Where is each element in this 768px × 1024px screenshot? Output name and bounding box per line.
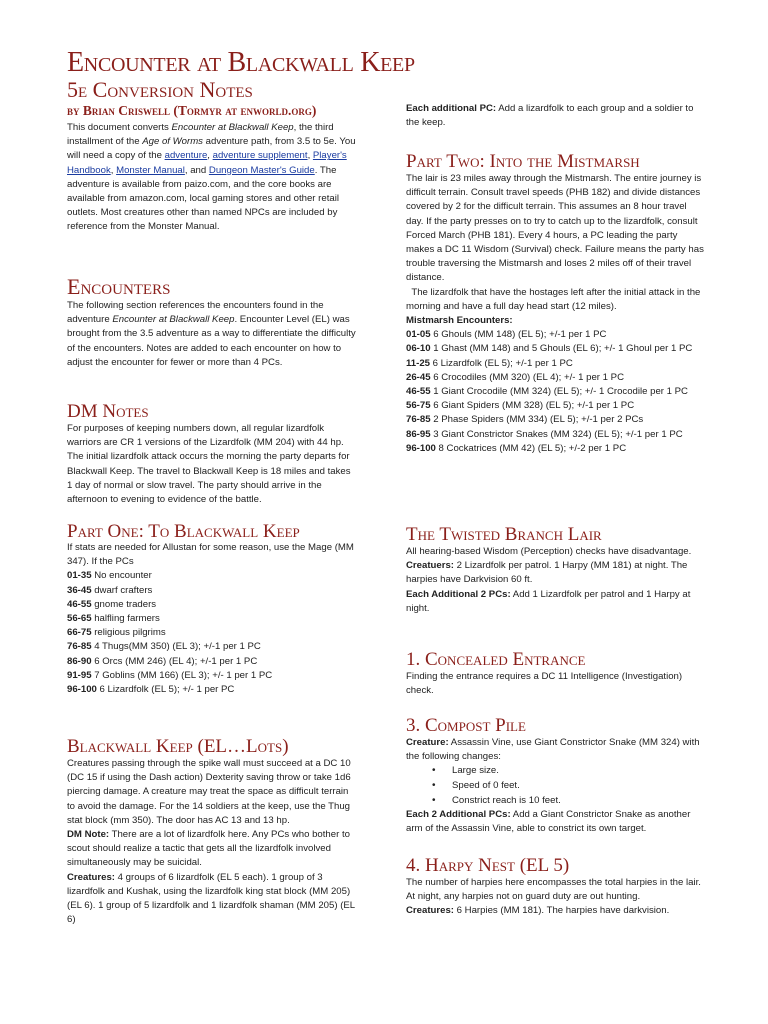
encounter-description: 4 Thugs(MM 350) (EL 3); +/-1 per 1 PC bbox=[91, 641, 261, 653]
players-handbook-link[interactable]: Player's Handbook bbox=[67, 150, 347, 176]
concealed-entrance-section bbox=[406, 650, 706, 698]
encounter-roll-range: 96-100 bbox=[67, 684, 97, 696]
encounter-roll-range: 91-95 bbox=[67, 669, 92, 681]
encounter-row bbox=[67, 669, 357, 683]
encounters-heading: Encounters bbox=[67, 274, 171, 299]
encounter-row bbox=[67, 640, 357, 654]
encounters-text: . Encounter Level (EL) was brought from the 3.5 adventure as a way to differentiate the difficulty of the encounters. Notes are added to each encounter on how to adjust the encounter for fewer or more than 4 PCs. bbox=[67, 314, 356, 368]
document-title: Encounter at Blackwall Keep bbox=[67, 47, 415, 78]
dungeon-masters-guide-link[interactable]: Dungeon Master's Guide bbox=[208, 164, 315, 176]
additional-label: Each Additional 2 PCs: bbox=[406, 588, 511, 600]
dm-notes-heading: DM Notes bbox=[67, 401, 149, 422]
encounter-row bbox=[406, 328, 706, 342]
additional-label: Each 2 Additional PCs: bbox=[406, 809, 511, 821]
creatures-text: 6 Harpies (MM 181). The harpies have darkvision. bbox=[454, 905, 670, 917]
encounter-row bbox=[67, 683, 357, 697]
encounter-description: 1 Giant Crocodile (MM 324) (EL 5); +/- 1 Crocodile per 1 PC bbox=[430, 386, 688, 398]
encounter-description: 1 Ghast (MM 148) and 5 Ghouls (EL 6); +/- 1 Ghoul per 1 PC bbox=[430, 343, 693, 355]
blackwall-creatures bbox=[67, 871, 357, 928]
intro-text: , the third installment of the bbox=[67, 122, 334, 148]
encounter-roll-range: 01-05 bbox=[406, 329, 431, 341]
encounter-row bbox=[67, 584, 357, 598]
dm-note-label: DM Note: bbox=[67, 829, 110, 841]
concealed-entrance-heading: 1. Concealed Entrance bbox=[406, 649, 586, 670]
part-one-encounter-table bbox=[67, 569, 357, 697]
compost-change-item: • Large size. bbox=[452, 764, 706, 779]
compost-change-item: • Constrict reach is 10 feet. bbox=[452, 794, 706, 809]
harpy-nest-heading: 4. Harpy Nest (EL 5) bbox=[406, 855, 570, 876]
encounter-row bbox=[67, 598, 357, 612]
encounter-roll-range: 56-75 bbox=[406, 400, 431, 412]
encounter-roll-range: 11-25 bbox=[406, 357, 431, 369]
blackwall-keep-heading: Blackwall Keep (EL…Lots) bbox=[67, 736, 289, 757]
encounter-description: 6 Orcs (MM 246) (EL 4); +/-1 per 1 PC bbox=[91, 655, 258, 667]
blackwall-dm-note bbox=[67, 828, 357, 871]
encounter-row bbox=[406, 357, 706, 371]
twisted-branch-additional bbox=[406, 588, 706, 616]
blackwall-keep-section bbox=[67, 737, 357, 927]
encounter-row bbox=[406, 342, 706, 356]
part-two-heading: Part Two: Into the Mistmarsh bbox=[406, 151, 640, 172]
twisted-branch-paragraph: All hearing-based Wisdom (Perception) checks have disadvantage. bbox=[406, 546, 692, 557]
concealed-entrance-paragraph: Finding the entrance requires a DC 11 Intelligence (Investigation) check. bbox=[406, 671, 683, 697]
encounter-description: 2 Phase Spiders (MM 334) (EL 5); +/-1 per 2 PCs bbox=[430, 414, 644, 426]
harpy-nest-section bbox=[406, 856, 706, 919]
creature-text: Assassin Vine, use Giant Constrictor Snake (MM 324) with the following changes: bbox=[406, 737, 700, 763]
blackwall-additional bbox=[406, 102, 706, 130]
additional-text: Add 1 Lizardfolk per patrol and 1 Harpy at night. bbox=[406, 588, 691, 614]
encounters-paragraph bbox=[67, 299, 357, 370]
creatures-label: Creatures: bbox=[67, 871, 115, 883]
intro-text: adventure path, from 3.5 to 5e. You will need a copy of the bbox=[67, 136, 356, 162]
creatures-text: 4 groups of 6 lizardfolk (EL 5 each). 1 group of 3 lizardfolk and Kushak, using the lizardfolk king stat block (MM 205) (EL 6). 1 group of 5 lizardfolk and 1 lizardfolk shaman (MM 205) (EL 6) bbox=[67, 871, 355, 926]
encounter-roll-range: 86-90 bbox=[67, 655, 92, 667]
encounter-row bbox=[406, 399, 706, 413]
encounter-description: 6 Ghouls (MM 148) (EL 5); +/-1 per 1 PC bbox=[430, 329, 607, 341]
encounter-description: 6 Giant Spiders (MM 328) (EL 5); +/-1 per 1 PC bbox=[430, 400, 635, 412]
part-two-paragraph-2: The lizardfolk that have the hostages left after the initial attack in the morning and have a full day head start (12 miles). bbox=[406, 286, 704, 312]
encounter-roll-range: 01-35 bbox=[67, 570, 92, 582]
adventure-supplement-link[interactable]: adventure supplement bbox=[212, 150, 308, 162]
twisted-branch-heading: The Twisted Branch Lair bbox=[406, 524, 602, 545]
part-two-section bbox=[406, 152, 706, 456]
dm-note-text: There are a lot of lizardfolk here. Any PCs who bother to scout should realize a tactic that gets all the lizardfolk involved simultaneously may be suicidal. bbox=[67, 829, 350, 869]
intro-paragraph bbox=[67, 121, 357, 235]
encounter-roll-range: 56-65 bbox=[67, 613, 92, 625]
encounter-description: 3 Giant Constrictor Snakes (MM 324) (EL 5); +/-1 per 1 PC bbox=[430, 428, 683, 440]
encounter-description: 6 Lizardfolk (EL 5); +/-1 per 1 PC bbox=[430, 357, 573, 369]
additional-pc-label: Each additional PC: bbox=[406, 103, 497, 114]
creatures-label: Creatuers: bbox=[406, 560, 454, 572]
twisted-branch-section bbox=[406, 525, 706, 616]
blackwall-keep-paragraph: Creatures passing through the spike wall must succeed at a DC 10 (DC 15 if using the Dash action) Dexterity saving throw or take 1d6 piercing damage. A creature may treat the space as difficult terrain to avoid the damage. For the 14 soldiers at the keep, use the Thug stat block (mm 350). The door has AC 13 and 13 hp. bbox=[67, 758, 351, 826]
harpy-nest-creatures bbox=[406, 904, 706, 918]
encounter-roll-range: 26-45 bbox=[406, 371, 431, 383]
intro-title-ref: Encounter at Blackwall Keep bbox=[171, 122, 294, 133]
compost-change-item: • Speed of 0 feet. bbox=[452, 779, 706, 794]
encounter-roll-range: 76-85 bbox=[67, 641, 92, 653]
encounter-description: 7 Goblins (MM 166) (EL 3); +/- 1 per 1 PC bbox=[91, 669, 273, 681]
compost-changes-list bbox=[406, 764, 706, 808]
encounter-description: 6 Lizardfolk (EL 5); +/- 1 per PC bbox=[96, 684, 235, 696]
encounter-roll-range: 66-75 bbox=[67, 627, 92, 639]
encounter-row bbox=[67, 626, 357, 640]
encounter-row bbox=[406, 413, 706, 427]
harpy-nest-paragraph: The number of harpies here encompasses the total harpies in the lair. At night, any harpies not on guard duty are out hunting. bbox=[406, 877, 701, 903]
encounter-row bbox=[406, 442, 706, 456]
intro-section bbox=[67, 121, 357, 235]
encounters-text: The following section references the encounters found in the adventure bbox=[67, 300, 324, 326]
encounter-row bbox=[67, 655, 357, 669]
encounter-roll-range: 46-55 bbox=[406, 386, 431, 398]
encounter-description: 8 Cockatrices (MM 42) (EL 5); +/-2 per 1 PC bbox=[435, 442, 627, 454]
additional-text: Add a Giant Constrictor Snake as another arm of the Assassin Vine, able to constrict its own target. bbox=[406, 809, 691, 835]
encounters-title-ref: Encounter at Blackwall Keep bbox=[112, 314, 235, 326]
encounter-roll-range: 96-100 bbox=[406, 442, 436, 454]
encounter-description: religious pilgrims bbox=[91, 627, 166, 639]
intro-text: , bbox=[307, 150, 313, 162]
encounter-description: No encounter bbox=[91, 570, 152, 582]
encounter-row bbox=[67, 569, 357, 583]
encounter-roll-range: 06-10 bbox=[406, 343, 431, 355]
dm-notes-paragraph: For purposes of keeping numbers down, all regular lizardfolk warriors are CR 1 versions of the Lizardfolk (MM 204) with 44 hp. The initial lizardfolk attack occurs the morning the party departs for Blackwall Keep. The travel to Blackwall Keep is 18 miles and takes 1 day of normal or slow travel. The party should arrive in the afternoon to evening to evidence of the battle. bbox=[67, 423, 351, 506]
part-two-paragraph: The lair is 23 miles away through the Mistmarsh. The entire journey is difficult terrain. Consult travel speeds (PHB 182) and divide distances covered by 2 for the difficult terrain. This assumes an 8 hour travel day. If the party presses on to try to catch up to the lizardfolk, consult Forced March (PHB 181). Every 4 hours, a PC leading the party makes a DC 11 Wisdom (Survival) check. Failure means the party has trouble traversing the Mistmarsh and loses 2 miles off of their travel distance. bbox=[406, 173, 704, 284]
encounter-roll-range: 86-95 bbox=[406, 428, 431, 440]
encounter-roll-range: 46-55 bbox=[67, 598, 92, 610]
intro-text: . The adventure is available from paizo.com, and the core books are available from amazon.com, local gaming stores and other retail outlets. Most creatures other than named NPCs are included by reference from the Monster Manual. bbox=[67, 164, 339, 233]
monster-manual-link[interactable]: Monster Manual bbox=[116, 164, 185, 176]
creature-label: Creature: bbox=[406, 737, 449, 748]
part-one-section bbox=[67, 522, 357, 697]
encounter-row bbox=[67, 612, 357, 626]
compost-pile-additional bbox=[406, 808, 706, 836]
compost-pile-creature bbox=[406, 736, 706, 764]
intro-path-ref: Age of Worms bbox=[142, 136, 203, 148]
additional-pc-paragraph bbox=[406, 102, 706, 130]
part-one-intro: If stats are needed for Allustan for some reason, use the Mage (MM 347). If the PCs bbox=[67, 542, 354, 568]
twisted-branch-creatures bbox=[406, 559, 706, 587]
encounter-description: 6 Crocodiles (MM 320) (EL 4); +/- 1 per 1 PC bbox=[430, 371, 625, 383]
creatures-label: Creatures: bbox=[406, 905, 454, 917]
intro-text: , bbox=[110, 164, 117, 176]
intro-text: , and bbox=[184, 164, 209, 176]
encounters-section bbox=[67, 275, 357, 370]
encounter-description: gnome traders bbox=[91, 598, 157, 610]
mistmarsh-encounter-table bbox=[406, 328, 706, 456]
encounter-description: halfling farmers bbox=[91, 613, 160, 625]
encounter-row bbox=[406, 428, 706, 442]
encounter-row bbox=[406, 371, 706, 385]
intro-text: This document converts bbox=[67, 122, 172, 133]
author-byline: by Brian Criswell (Tormyr at enworld.org) bbox=[67, 103, 317, 118]
encounter-roll-range: 76-85 bbox=[406, 414, 431, 426]
document-subtitle: 5e Conversion Notes bbox=[67, 77, 253, 102]
encounter-description: dwarf crafters bbox=[91, 584, 153, 596]
compost-pile-heading: 3. Compost Pile bbox=[406, 715, 526, 736]
dm-notes-section bbox=[67, 402, 357, 507]
compost-pile-section bbox=[406, 716, 706, 837]
encounter-row bbox=[406, 385, 706, 399]
creatures-text: 2 Lizardfolk per patrol. 1 Harpy (MM 181) at night. The harpies have Darkvision 60 ft. bbox=[406, 560, 688, 586]
additional-pc-text: Add a lizardfolk to each group and a soldier to the keep. bbox=[406, 103, 694, 129]
mistmarsh-encounters-label: Mistmarsh Encounters: bbox=[406, 315, 513, 327]
encounter-roll-range: 36-45 bbox=[67, 584, 92, 596]
part-one-heading: Part One: To Blackwall Keep bbox=[67, 521, 300, 542]
adventure-link[interactable]: adventure bbox=[164, 150, 208, 162]
intro-text: , bbox=[207, 150, 213, 162]
